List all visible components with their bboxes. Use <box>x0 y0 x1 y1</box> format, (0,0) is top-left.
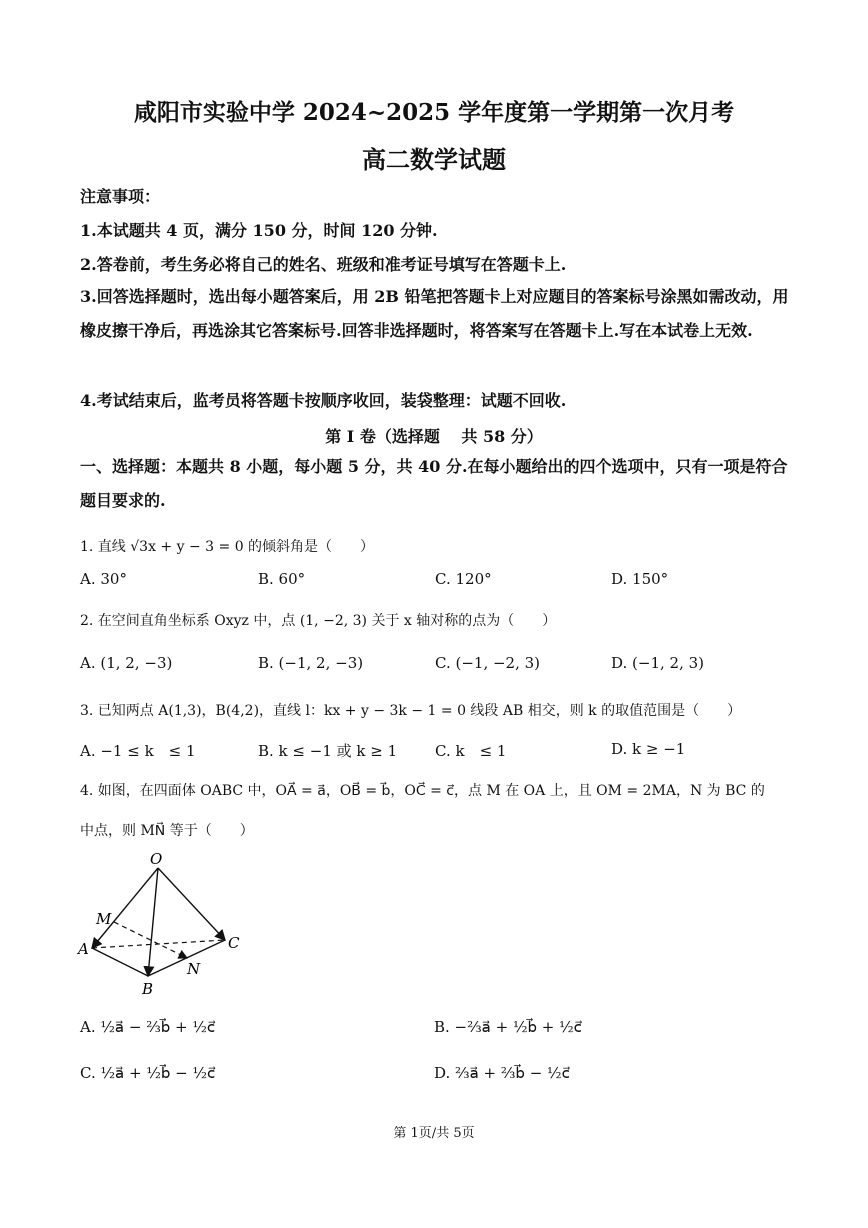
notice-item-3: 3.回答选择题时，选出每小题答案后，用 2B 铅笔把答题卡上对应题目的答案标号涂黑如需改动，用橡皮擦干净后，再选涂其它答案标号.回答非选择题时，将答案写在答题卡上.写在本试卷上无效. <box>80 287 789 340</box>
question-3-option-b: B. k ≤ −1 或 k ≥ 1 <box>258 742 398 760</box>
question-4-option-a: A. ½a⃗ − ⅔b⃗ + ½c⃗ <box>80 1018 216 1036</box>
question-1-option-c: C. 120° <box>435 570 492 588</box>
question-2-option-d: D. (−1, 2, 3) <box>611 654 705 672</box>
label-o: O <box>150 850 163 868</box>
part-title: 第 I 卷（选择题 共 58 分） <box>325 427 543 446</box>
edge-ob <box>148 868 158 976</box>
question-3-option-c: C. k ≤ 1 <box>435 742 507 760</box>
question-1-stem: 1. 直线 √3x + y − 3 = 0 的倾斜角是（ ） <box>80 539 375 555</box>
question-1-option-d: D. 150° <box>611 570 669 588</box>
question-4-stem-line-1: 4. 如图，在四面体 OABC 中，OA⃗ = a⃗，OB⃗ = b⃗，OC⃗ = c⃗，点 M 在 OA 上，且 OM = 2MA，N 为 BC 的 <box>80 783 765 799</box>
edge-oa <box>92 868 158 948</box>
question-1-option-a: A. 30° <box>80 570 127 588</box>
label-a: A <box>78 940 89 958</box>
question-2-option-a: A. (1, 2, −3) <box>80 654 173 672</box>
question-4-stem-line-2: 中点，则 MN⃗ 等于（ ） <box>80 823 254 839</box>
tetrahedron-figure <box>70 848 260 998</box>
question-1-option-b: B. 60° <box>258 570 306 588</box>
label-c: C <box>228 934 240 952</box>
exam-subtitle: 高二数学试题 <box>362 145 506 174</box>
label-b: B <box>142 980 154 998</box>
question-4-option-b: B. −⅔a⃗ + ½b⃗ + ½c⃗ <box>434 1018 582 1036</box>
exam-title: 咸阳市实验中学 2024~2025 学年度第一学期第一次月考 <box>133 99 735 126</box>
question-2-stem: 2. 在空间直角坐标系 Oxyz 中，点 (1, −2, 3) 关于 x 轴对称的点为（ ） <box>80 613 557 629</box>
question-3-option-d: D. k ≥ −1 <box>611 740 686 758</box>
notice-item-1: 1.本试题共 4 页，满分 150 分，时间 120 分钟. <box>80 221 438 240</box>
notice-item-2: 2.答卷前，考生务必将自己的姓名、班级和准考证号填写在答题卡上. <box>80 255 567 274</box>
label-n: N <box>187 960 201 978</box>
notice-item-4: 4.考试结束后，监考员将答题卡按顺序收回，装袋整理：试题不回收. <box>80 391 567 410</box>
label-m: M <box>96 910 112 928</box>
edge-ab <box>92 948 148 976</box>
question-3-option-a: A. −1 ≤ k ≤ 1 <box>80 742 196 760</box>
page-footer: 第 1页/共 5页 <box>393 1126 475 1141</box>
question-4-option-d: D. ⅔a⃗ + ⅔b⃗ − ½c⃗ <box>434 1064 570 1082</box>
section-intro: 一、选择题：本题共 8 小题，每小题 5 分，共 40 分.在每小题给出的四个选项中，只有一项是符合题目要求的. <box>80 457 788 510</box>
question-4-option-c: C. ½a⃗ + ½b⃗ − ½c⃗ <box>80 1064 216 1082</box>
question-3-stem: 3. 已知两点 A(1,3)，B(4,2)，直线 l：kx + y − 3k − 1 = 0 线段 AB 相交，则 k 的取值范围是（ ） <box>80 703 742 719</box>
question-2-option-c: C. (−1, −2, 3) <box>435 654 541 672</box>
notice-heading: 注意事项： <box>80 187 161 206</box>
question-2-option-b: B. (−1, 2, −3) <box>258 654 364 672</box>
edge-oc <box>158 868 225 940</box>
